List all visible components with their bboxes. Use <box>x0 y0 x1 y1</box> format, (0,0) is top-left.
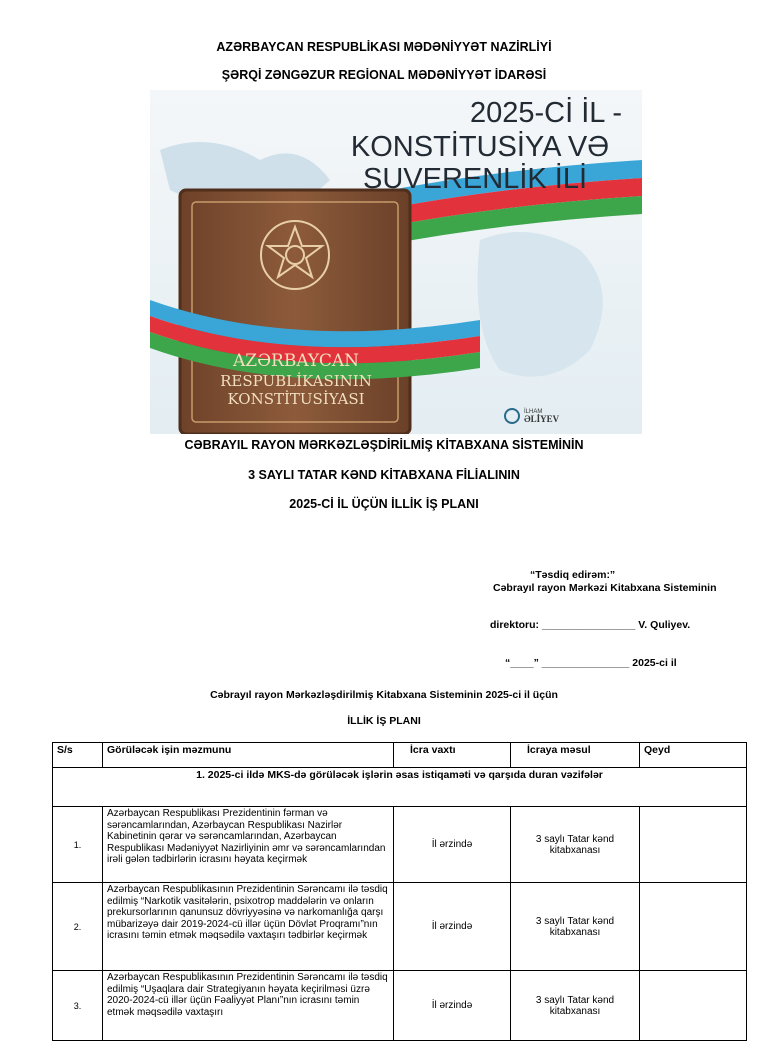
section-row <box>53 768 747 807</box>
office-heading: ŞƏRQİ ZƏNGƏZUR REGİONAL MƏDƏNİYYƏT İDARƏSİ <box>221 68 547 82</box>
table-row <box>53 971 747 1041</box>
constitution-year-banner <box>150 90 642 434</box>
table-row <box>53 883 747 971</box>
book-title-line1: AZƏRBAYCAN <box>233 351 359 371</box>
row-number: 2. <box>53 883 103 971</box>
row-note <box>640 883 747 971</box>
book-title-line3: KONSTİTUSİYASI <box>227 390 365 408</box>
column-header-content: Görüləcək işin məzmunu <box>103 743 394 768</box>
row-time: İl ərzində <box>394 883 511 971</box>
row-number: 1. <box>53 807 103 883</box>
row-content: Azərbaycan Respublikası Prezidentinin fərman və sərəncamlarından, Azərbaycan Respublikası Nazirlər Kabinetinin qərar və sərəncamlarından, Azərbaycan Respublikası Mədəniyyət Nazirliyinin əmr və sərəncamlarından irəli gələn tədbirlərin icrasını həyata keçirmək <box>103 807 394 883</box>
row-content: Azərbaycan Respublikasının Prezidentinin Sərəncamı ilə təsdiq edilmiş “Narkotik vasitələrin, psixotrop maddələrin və onların prekursorlarının qanunsuz dövriyyəsinə və narkomanlığa qarşı mübarizəyə dair 2019-2024-cü illər üçün Dövlət Proqramı”nın icrasını təmin etmək məqsədilə vaxtaşırı tədbirlər keçirmək <box>103 883 394 971</box>
book-title-line2: RESPUBLİKASININ <box>220 372 372 390</box>
column-header-number: S/s <box>53 743 103 768</box>
table-row <box>53 807 747 883</box>
approval-confirm: “Təsdiq edirəm:” <box>530 569 616 581</box>
row-time: İl ərzində <box>394 807 511 883</box>
row-content: Azərbaycan Respublikasının Prezidentinin Sərəncamı ilə təsdiq edilmiş “Uşaqlara dair Strategiyanın həyata keçirilməsi üzrə 2020-2024-cü illər üçün Fəaliyyət Planı”nın icrasını təmin etmək məqsədilə vaxtaşırı <box>103 971 394 1041</box>
row-time: İl ərzində <box>394 971 511 1041</box>
column-header-responsible: İcraya məsul <box>511 743 640 768</box>
row-responsible: 3 saylı Tatar kənd kitabxanası <box>511 807 640 883</box>
row-responsible: 3 saylı Tatar kənd kitabxanası <box>511 971 640 1041</box>
column-header-time: İcra vaxtı <box>394 743 511 768</box>
banner-title-line3: SUVERENLİK İLİ <box>362 163 588 195</box>
ministry-heading: AZƏRBAYCAN RESPUBLİKASI MƏDƏNİYYƏT NAZİRLİYİ <box>216 40 552 54</box>
row-number: 3. <box>53 971 103 1041</box>
title-line1: CƏBRAYIL RAYON MƏRKƏZLƏŞDİRİLMİŞ KİTABXANA SİSTEMİNİN <box>184 438 584 452</box>
row-responsible: 3 saylı Tatar kənd kitabxanası <box>511 883 640 971</box>
logo-line1: İLHAM <box>524 409 543 415</box>
banner-title-line2: KONSTİTUSİYA VƏ <box>350 131 610 163</box>
logo-line2: ƏLİYEV <box>524 414 560 424</box>
title-line3: 2025-Cİ İL ÜÇÜN İLLİK İŞ PLANI <box>289 497 479 511</box>
plan-heading-line1: Cəbrayıl rayon Mərkəzləşdirilmiş Kitabxana Sisteminin 2025-ci il üçün <box>210 689 558 701</box>
title-line2: 3 SAYLI TATAR KƏND KİTABXANA FİLİALININ <box>248 468 520 482</box>
approval-org: Cəbrayıl rayon Mərkəzi Kitabxana Sisteminin <box>493 582 717 594</box>
banner-title-line1: 2025-Cİ İL - <box>469 97 623 129</box>
approval-director: direktoru: ________________ V. Quliyev. <box>490 619 691 631</box>
approval-date: “____” _______________ 2025-ci il <box>505 657 677 669</box>
row-note <box>640 971 747 1041</box>
plan-heading-line2: İLLİK İŞ PLANI <box>347 715 421 727</box>
annual-plan-table <box>52 742 747 1041</box>
column-header-note: Qeyd <box>640 743 747 768</box>
banner-illustration <box>150 90 642 434</box>
section-title: 1. 2025-ci ildə MKS-də görüləcək işlərin əsas istiqaməti və qarşıda duran vəzifələr <box>53 768 747 807</box>
row-note <box>640 807 747 883</box>
table-header-row <box>53 743 747 768</box>
